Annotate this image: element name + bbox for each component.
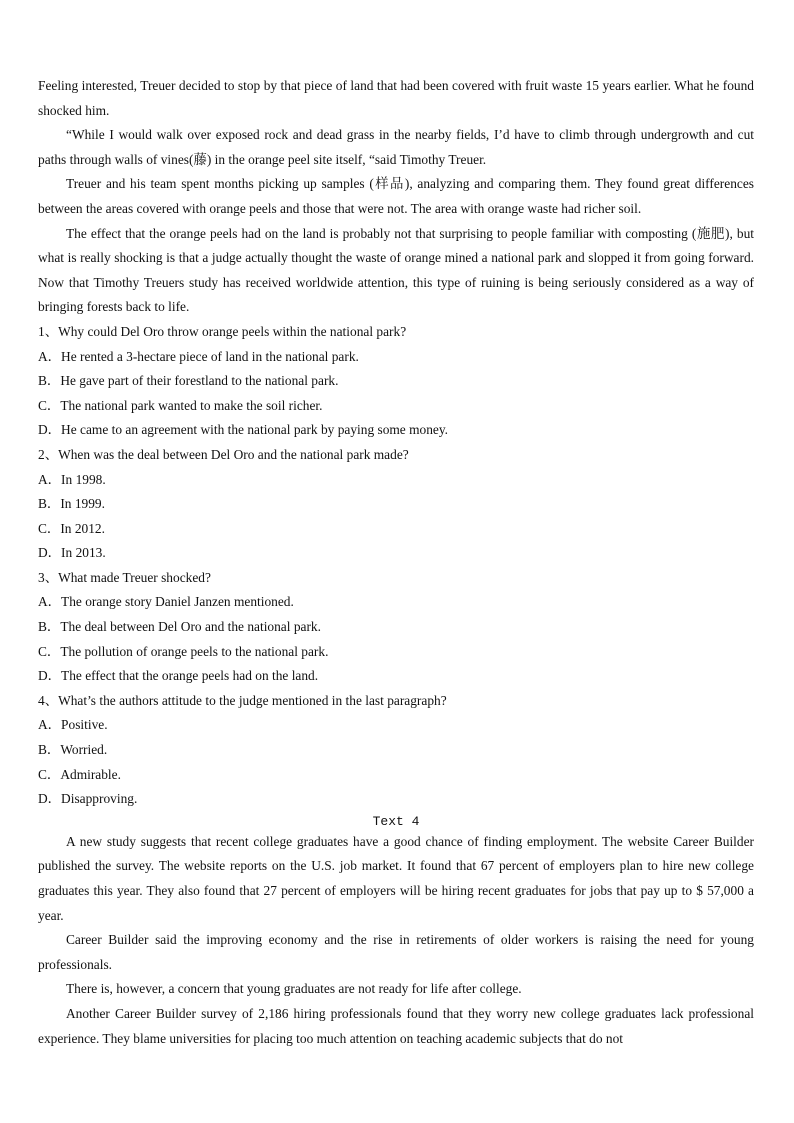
passage-paragraph: Treuer and his team spent months picking up samples (样品), analyzing and comparing them. They found great differences between the areas covered with orange peels and those that were not. The area with orange waste had richer soil. [38,176,754,216]
passage-3 [38,74,754,320]
option-c: C．In 2012. [38,520,105,536]
option-a: A．Positive. [38,717,108,733]
text4-paragraph: A new study suggests that recent college graduates have a good chance of finding employment. The website Career Builder published the survey. The website reports on the U.S. job market. It found that 67 percent of employers plan to hire new college graduates this year. They also found that 27 percent of employers will be hiring recent graduates for jobs that pay up to $ 57,000 a year. [38,833,754,923]
question-3 [38,566,754,689]
option-b: B．He gave part of their forestland to the national park. [38,373,339,389]
text4-paragraph: There is, however, a concern that young graduates are not ready for life after college. [66,981,522,997]
question-stem: 1、Why could Del Oro throw orange peels within the national park? [38,323,407,339]
option-b: B．The deal between Del Oro and the national park. [38,619,321,635]
option-d: D．He came to an agreement with the national park by paying some money. [38,422,449,438]
option-c: C．Admirable. [38,766,121,782]
option-d: D．The effect that the orange peels had on the land. [38,668,319,684]
document-page [38,74,754,1051]
option-c: C．The national park wanted to make the soil richer. [38,397,323,413]
text4-paragraph: Another Career Builder survey of 2,186 hiring professionals found that they worry new college graduates lack professional experience. They blame universities for placing too much attention on teaching academic subjects that do not [38,1005,754,1046]
text-4-section [38,812,754,1051]
option-d: D．In 2013. [38,545,106,561]
option-b: B．In 1999. [38,496,105,512]
option-a: A．He rented a 3-hectare piece of land in the national park. [38,348,359,364]
option-a: A．The orange story Daniel Janzen mentioned. [38,594,294,610]
passage-paragraph: “While I would walk over exposed rock and dead grass in the nearby fields, I’d have to climb through undergrowth and cut paths through walls of vines(藤) in the orange peel site itself, “said Timothy Treuer. [38,127,754,167]
passage-paragraph: Feeling interested, Treuer decided to stop by that piece of land that had been covered with fruit waste 15 years earlier. What he found shocked him. [38,78,754,118]
question-stem: 4、What’s the authors attitude to the judge mentioned in the last paragraph? [38,692,447,708]
option-b: B．Worried. [38,742,108,758]
section-heading: Text 4 [372,813,420,829]
question-1 [38,320,754,443]
question-4 [38,689,754,812]
question-stem: 3、What made Treuer shocked? [38,569,211,585]
option-d: D．Disapproving. [38,791,138,807]
passage-paragraph: The effect that the orange peels had on the land is probably not that surprising to people familiar with composting (施肥), but what is really shocking is that a judge actually thought the waste of orange mined a national park and slopped it from going forward. Now that Timothy Treuers study has received worldwide attention, this type of ruining is being seriously considered as a way of bringing forests back to life. [38,225,754,315]
question-list [38,320,754,812]
text4-paragraph: Career Builder said the improving economy and the rise in retirements of older workers is raising the need for young professionals. [38,932,754,972]
option-a: A．In 1998. [38,471,106,487]
question-stem: 2、When was the deal between Del Oro and the national park made? [38,446,409,462]
option-c: C．The pollution of orange peels to the national park. [38,643,329,659]
question-2 [38,443,754,566]
